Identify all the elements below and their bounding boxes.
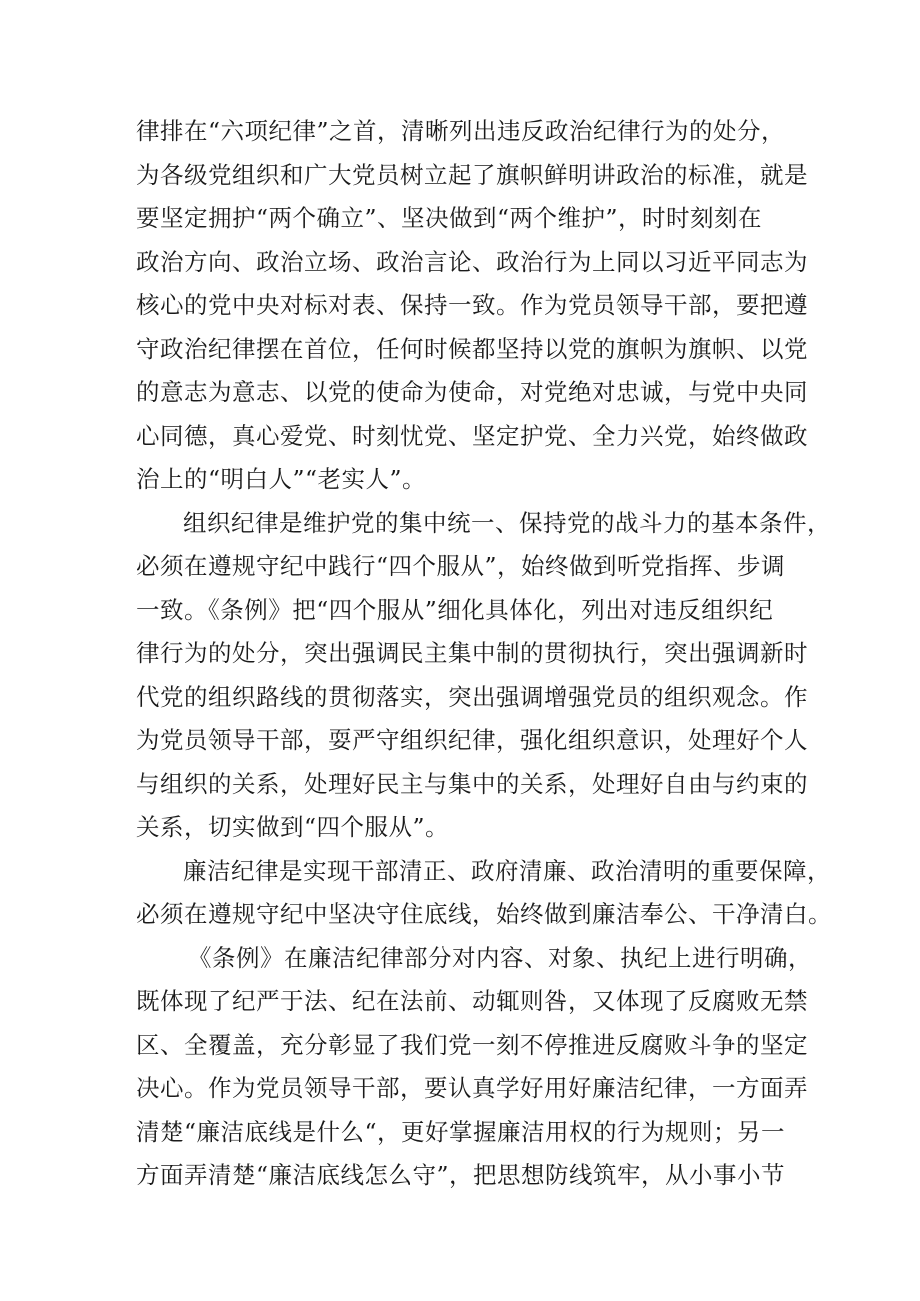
text-line: 的意志为意志、以党的使命为使命，对党绝对忠诚，与党中央同 xyxy=(136,378,808,406)
text-line: 治上的“明白人”“老实人”。 xyxy=(136,465,427,493)
text-line: 清楚“廉洁底线是什么“，更好掌握廉洁用权的行为规则；另一 xyxy=(136,1117,786,1146)
text-line: 决心。作为党员领导干部，要认真学好用好廉洁纪律，一方面弄 xyxy=(136,1074,808,1102)
text-line: 《条例》在廉洁纪律部分对内容、对象、执纪上进行明确， xyxy=(188,943,812,972)
text-line: 守政治纪律摆在首位，任何时候都坚持以党的旗帜为旗帜、以党 xyxy=(136,334,808,363)
text-line: 要坚定拥护“两个确立”、坚决做到“两个维护”，时时刻刻在 xyxy=(136,204,763,232)
text-line: 律排在“六项纪律”之首，清晰列出违反政治纪律行为的处分， xyxy=(136,117,786,145)
text-line: 必须在遵规守纪中坚决守住底线，始终做到廉洁奉公、干净清白。 xyxy=(136,900,832,928)
text-line: 心同德，真心爱党、时刻忧党、坚定护党、全力兴党，始终做政 xyxy=(136,421,808,450)
text-line: 必须在遵规守纪中践行“四个服从”，始终做到听党指挥、步调 xyxy=(136,552,786,580)
body-text xyxy=(136,110,832,1198)
text-line: 既体现了纪严于法、纪在法前、动辄则咎，又体现了反腐败无禁 xyxy=(136,987,808,1015)
paragraph-regulations-integrity xyxy=(136,937,812,1198)
text-line: 方面弄清楚“廉洁底线怎么守”，把思想防线筑牢，从小事小节 xyxy=(136,1161,786,1189)
paragraph-organizational-discipline xyxy=(136,502,831,850)
text-line: 核心的党中央对标对表、保持一致。作为党员领导干部，要把遵 xyxy=(136,291,808,319)
text-line: 廉洁纪律是实现干部清正、政府清廉、政治清明的重要保障， xyxy=(183,856,831,885)
text-line: 代党的组织路线的贯彻落实，突出强调增强党员的组织观念。作 xyxy=(136,682,808,711)
text-line: 关系，切实做到“四个服从”。 xyxy=(136,813,450,841)
text-line: 律行为的处分，突出强调民主集中制的贯彻执行，突出强调新时 xyxy=(136,639,808,667)
text-line: 为各级党组织和广大党员树立起了旗帜鲜明讲政治的标准，就是 xyxy=(136,160,808,189)
text-line: 区、全覆盖，充分彰显了我们党一刻不停推进反腐败斗争的坚定 xyxy=(136,1030,808,1059)
text-line: 与组织的关系，处理好民主与集中的关系，处理好自由与约束的 xyxy=(136,769,808,798)
text-line: 组织纪律是维护党的集中统一、保持党的战斗力的基本条件， xyxy=(183,508,831,537)
text-line: 为党员领导干部，耍严守组织纪律，强化组织意识，处理好个人 xyxy=(136,726,808,754)
paragraph-integrity-discipline xyxy=(136,850,832,937)
text-line: 政治方向、政治立场、政治言论、政治行为上同以习近平同志为 xyxy=(136,247,808,276)
text-line: 一致。《条例》把“四个服从”细化具体化，列出对违反组织纪 xyxy=(136,595,774,624)
paragraph-political-discipline xyxy=(136,110,808,502)
